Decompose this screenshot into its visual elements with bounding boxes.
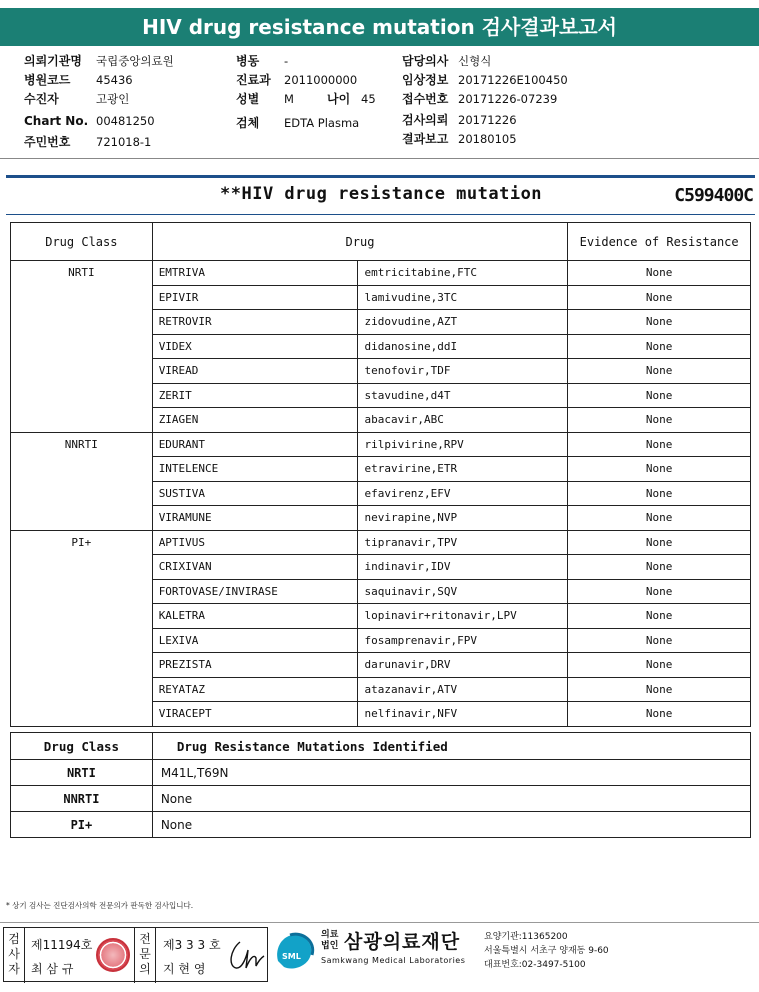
- mut-class-cell: NNRTI: [11, 786, 153, 812]
- examiner-label: 검 사 자: [8, 932, 20, 976]
- test-title: **HIV drug resistance mutation: [220, 184, 543, 204]
- info-field: 병원코드 45436: [24, 73, 133, 87]
- generic-cell: atazanavir,ATV: [358, 677, 568, 702]
- brand-cell: VIRAMUNE: [152, 506, 358, 531]
- brand-cell: EDURANT: [152, 432, 358, 457]
- brand-cell: VIDEX: [152, 334, 358, 359]
- header-evidence: Evidence of Resistance: [568, 223, 751, 261]
- brand-cell: REYATAZ: [152, 677, 358, 702]
- mut-value-cell: None: [152, 786, 750, 812]
- brand-cell: ZERIT: [152, 383, 358, 408]
- info-field: 진료과 2011000000: [236, 73, 358, 87]
- info-field: 임상정보 20171226E100450: [402, 73, 568, 87]
- generic-cell: zidovudine,AZT: [358, 310, 568, 335]
- generic-cell: tenofovir,TDF: [358, 359, 568, 384]
- drug-class-cell: NRTI: [11, 261, 153, 433]
- signature-image: [226, 936, 266, 974]
- table-row: [11, 812, 751, 838]
- evidence-cell: None: [568, 653, 751, 678]
- generic-cell: efavirenz,EFV: [358, 481, 568, 506]
- generic-cell: lamivudine,3TC: [358, 285, 568, 310]
- svg-text:SML: SML: [282, 952, 301, 961]
- generic-cell: darunavir,DRV: [358, 653, 568, 678]
- info-divider: [0, 158, 759, 159]
- examiner-license: 제11194호: [31, 938, 93, 952]
- report-title: HIV drug resistance mutation 검사결과보고서: [0, 8, 759, 46]
- table-row: [11, 760, 751, 786]
- info-field: 검체 EDTA Plasma: [236, 116, 360, 130]
- info-field: 접수번호 20171226-07239: [402, 92, 558, 106]
- mut-header-drug-class: Drug Class: [11, 733, 153, 760]
- brand-cell: EPIVIR: [152, 285, 358, 310]
- brand-cell: PREZISTA: [152, 653, 358, 678]
- evidence-cell: None: [568, 261, 751, 286]
- generic-cell: didanosine,ddI: [358, 334, 568, 359]
- info-field: Chart No. 00481250: [24, 114, 155, 128]
- brand-cell: EMTRIVA: [152, 261, 358, 286]
- info-field: 주민번호 721018-1: [24, 135, 152, 149]
- evidence-cell: None: [568, 432, 751, 457]
- org-type: 의료 법인: [321, 930, 339, 951]
- table-row: [11, 786, 751, 812]
- seal-stamp: [96, 938, 130, 972]
- generic-cell: etravirine,ETR: [358, 457, 568, 482]
- brand-cell: RETROVIR: [152, 310, 358, 335]
- info-field: 검사의뢰 20171226: [402, 113, 517, 127]
- specialist-label: 전 문 의: [139, 932, 151, 976]
- evidence-cell: None: [568, 530, 751, 555]
- table-row: [11, 261, 751, 286]
- mut-class-cell: PI+: [11, 812, 153, 838]
- section-divider-top: [6, 175, 755, 178]
- mutation-table: [10, 732, 751, 838]
- info-field: 수진자 고광인: [24, 92, 130, 106]
- drug-resistance-table: [10, 222, 751, 727]
- evidence-cell: None: [568, 310, 751, 335]
- header-drug: Drug: [152, 223, 568, 261]
- brand-cell: ZIAGEN: [152, 408, 358, 433]
- evidence-cell: None: [568, 285, 751, 310]
- section-divider-bottom: [6, 214, 755, 215]
- info-field: 결과보고 20180105: [402, 132, 517, 146]
- generic-cell: emtricitabine,FTC: [358, 261, 568, 286]
- org-english-name: Samkwang Medical Laboratories: [321, 956, 466, 965]
- brand-cell: VIREAD: [152, 359, 358, 384]
- footer-divider: [0, 922, 759, 923]
- generic-cell: saquinavir,SQV: [358, 579, 568, 604]
- evidence-cell: None: [568, 506, 751, 531]
- drug-class-cell: PI+: [11, 530, 153, 726]
- generic-cell: indinavir,IDV: [358, 555, 568, 580]
- brand-cell: KALETRA: [152, 604, 358, 629]
- evidence-cell: None: [568, 408, 751, 433]
- specialist-name: 지 현 영: [163, 962, 206, 976]
- evidence-cell: None: [568, 628, 751, 653]
- evidence-cell: None: [568, 579, 751, 604]
- info-field: 담당의사 신형식: [402, 54, 492, 68]
- generic-cell: nelfinavir,NFV: [358, 702, 568, 727]
- mut-value-cell: None: [152, 812, 750, 838]
- evidence-cell: None: [568, 359, 751, 384]
- age-field: 나이 45: [327, 92, 376, 106]
- table-row: [11, 432, 751, 457]
- org-name: 삼광의료재단: [344, 931, 461, 953]
- evidence-cell: None: [568, 481, 751, 506]
- brand-cell: FORTOVASE/INVIRASE: [152, 579, 358, 604]
- footer-note: * 상기 검사는 진단검사의학 전문의가 판독한 검사입니다.: [6, 901, 194, 910]
- examiner-name: 최 삼 규: [31, 962, 74, 976]
- mut-class-cell: NRTI: [11, 760, 153, 786]
- drug-class-cell: NNRTI: [11, 432, 153, 530]
- mut-value-cell: M41L,T69N: [152, 760, 750, 786]
- evidence-cell: None: [568, 604, 751, 629]
- evidence-cell: None: [568, 677, 751, 702]
- evidence-cell: None: [568, 702, 751, 727]
- evidence-cell: None: [568, 555, 751, 580]
- signature-box: [3, 927, 268, 982]
- generic-cell: nevirapine,NVP: [358, 506, 568, 531]
- generic-cell: rilpivirine,RPV: [358, 432, 568, 457]
- brand-cell: CRIXIVAN: [152, 555, 358, 580]
- generic-cell: stavudine,d4T: [358, 383, 568, 408]
- table-row: [11, 530, 751, 555]
- mut-header-mutations: Drug Resistance Mutations Identified: [152, 733, 750, 760]
- brand-cell: INTELENCE: [152, 457, 358, 482]
- brand-cell: SUSTIVA: [152, 481, 358, 506]
- generic-cell: fosamprenavir,FPV: [358, 628, 568, 653]
- brand-cell: APTIVUS: [152, 530, 358, 555]
- evidence-cell: None: [568, 457, 751, 482]
- sml-logo-icon: [272, 929, 316, 973]
- header-drug-class: Drug Class: [11, 223, 153, 261]
- generic-cell: tipranavir,TPV: [358, 530, 568, 555]
- patient-info: [0, 52, 759, 152]
- evidence-cell: None: [568, 334, 751, 359]
- evidence-cell: None: [568, 383, 751, 408]
- info-field: 의뢰기관명 국립중앙의료원: [24, 54, 174, 68]
- brand-cell: LEXIVA: [152, 628, 358, 653]
- info-field: 병동 -: [236, 54, 289, 68]
- test-code: C599400C: [674, 185, 753, 206]
- generic-cell: lopinavir+ritonavir,LPV: [358, 604, 568, 629]
- brand-cell: VIRACEPT: [152, 702, 358, 727]
- specialist-license: 제3 3 3 호: [163, 938, 221, 952]
- info-field: 성별 M: [236, 92, 294, 106]
- generic-cell: abacavir,ABC: [358, 408, 568, 433]
- org-details: 요양기관:11365200 서울특별시 서초구 양재동 9-60 대표번호:02-3497-5100: [484, 932, 609, 970]
